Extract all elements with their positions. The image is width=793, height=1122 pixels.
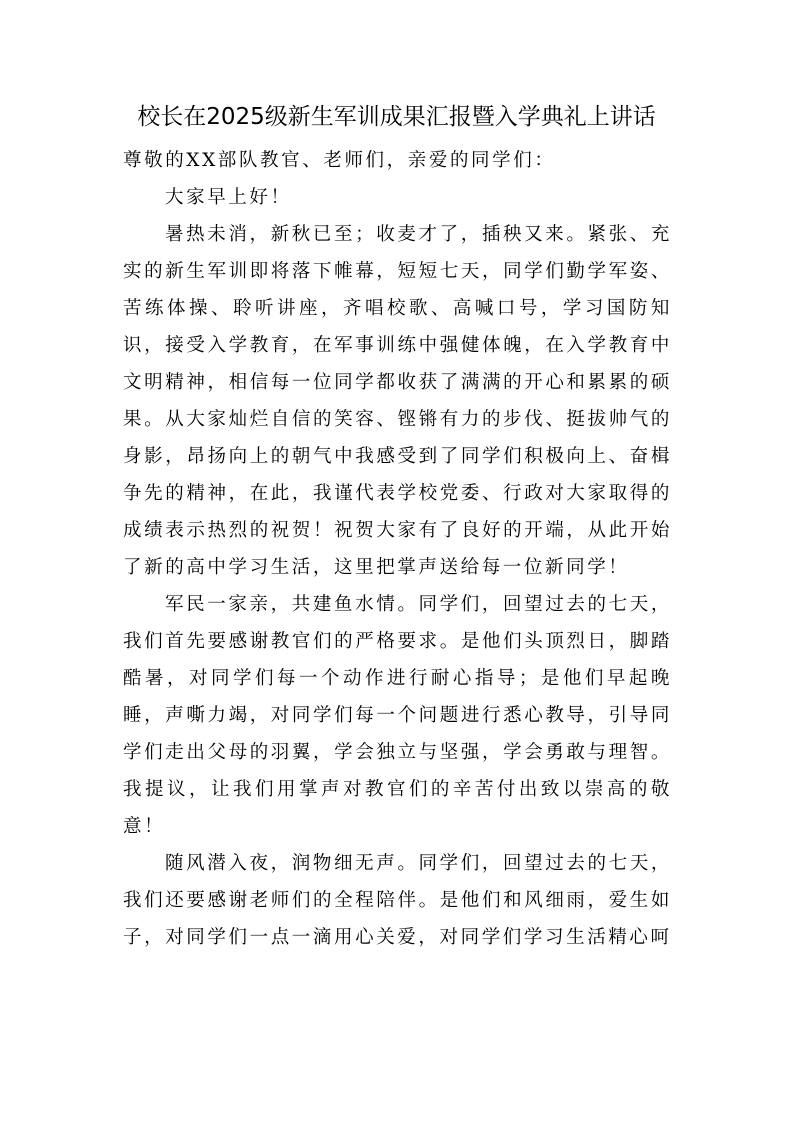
paragraph-military-training: 暑热未消，新秋已至；收麦才了，插秧又来。紧张、充实的新生军训即将落下帷幕，短短七天，同学们勤学军姿、苦练体操、聆听讲座，齐唱校歌、高喊口号，学习国防知识，接受入学教育，在军事训练中强健体魄，在入学教育中文明精神，相信每一位同学都收获了满满的开心和累累的硕果。从大家灿烂自信的笑容、铿锵有力的步伐、挺拔帅气的身影，昂扬向上的朝气中我感受到了同学们积极向上、奋楫争先的精神，在此，我谨代表学校党委、行政对大家取得的成绩表示热烈的祝贺！祝贺大家有了良好的开端，从此开始了新的高中学习生活，这里把掌声送给每一位新同学！ — [123, 224, 672, 578]
salutation: 尊敬的XX部队教官、老师们，亲爱的同学们： — [123, 150, 556, 171]
document-title: 校长在2025级新生军训成果汇报暨入学典礼上讲话 — [137, 104, 656, 130]
paragraph-thanks-instructors: 军民一家亲，共建鱼水情。同学们，回望过去的七天，我们首先要感谢教官们的严格要求。是他们头顶烈日，脚踏酷暑，对同学们每一个动作进行耐心指导；是他们早起晚睡，声嘶力竭，对同学们每一个问题进行悉心教导，引导同学们走出父母的羽翼，学会独立与坚强，学会勇敢与理智。我提议，让我们用掌声对教官们的辛苦付出致以崇高的敬意！ — [123, 594, 672, 837]
paragraph-greeting: 大家早上好！ — [165, 187, 292, 208]
paragraph-thanks-teachers: 随风潜入夜，润物细无声。同学们，回望过去的七天，我们还要感谢老师们的全程陪伴。是他们和风细雨，爱生如子，对同学们一点一滴用心关爱，对同学们学习生活精心呵 — [123, 853, 672, 948]
document-body — [123, 142, 672, 956]
